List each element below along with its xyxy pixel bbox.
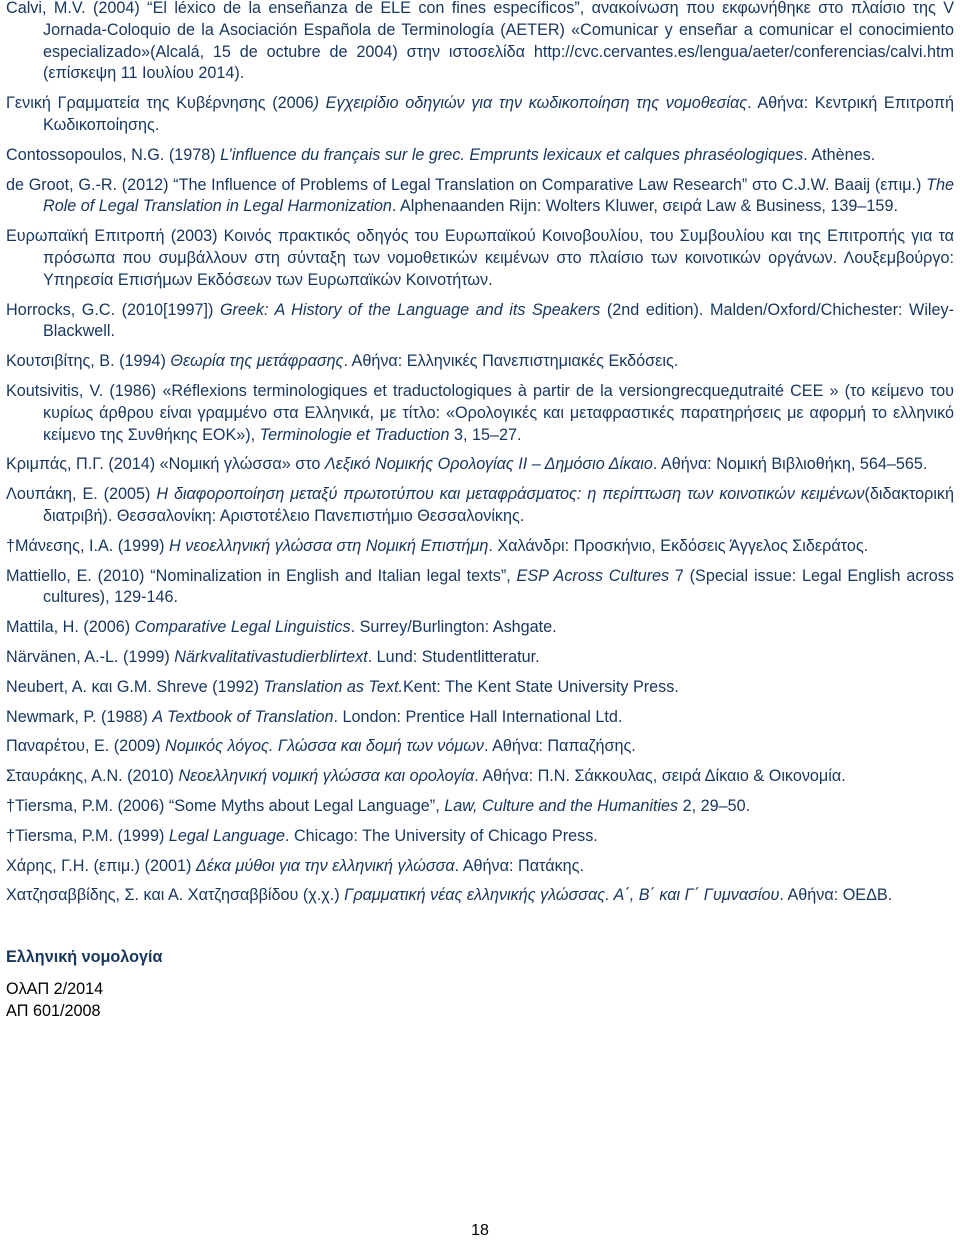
case-law-list <box>6 979 954 1023</box>
reference-entry <box>6 454 954 476</box>
reference-text: 2, 29–50. <box>678 796 751 815</box>
reference-text[interactable]: http://cvc.cervantes.es/lengua/aeter/conferencias/calvi.htm <box>533 42 954 61</box>
reference-entry <box>6 826 954 848</box>
reference-text: . Αθήνα: ΟΕΔΒ. <box>779 886 893 905</box>
case-law-item: ΑΠ 601/2008 <box>6 1001 101 1020</box>
reference-title: Närkvalitativastudierblirtext <box>174 647 368 666</box>
case-law-item: ΟλΑΠ 2/2014 <box>6 979 104 998</box>
reference-text: . Αθήνα: Π.Ν. Σάκκουλας, σειρά Δίκαιο & Οικονομία. <box>474 767 846 786</box>
reference-list <box>6 0 954 907</box>
reference-text: Γενική Γραμματεία της Κυβέρνησης (2006 <box>6 94 314 113</box>
reference-entry <box>6 226 954 291</box>
reference-title: Law, Culture and the Humanities <box>444 796 679 815</box>
reference-text: . Αθήνα: Πατάκης. <box>454 856 584 875</box>
reference-text: Χάρης, Γ.Η. (επιμ.) (2001) <box>6 856 196 875</box>
reference-text: . Lund: Studentlitteratur. <box>367 647 540 666</box>
reference-title: Comparative Legal Linguistics <box>134 618 351 637</box>
reference-text: Koutsivitis, V. (1986) «Réflexions terminologiques et traductologiques à partir de la versiongrecqueдutraité CEE » (το κείμενο του κυρίως άρθρου είναι γραμμένο στα Ελληνικά, με τίτλο: «Ορολογικές και μεταφραστικές παρατηρήσεις με αφορμή το ελληνικό κείμενο της Συνθήκης ΕΟΚ»), <box>6 381 954 444</box>
reference-entry <box>6 145 954 167</box>
reference-text: Παναρέτου, Ε. (2009) <box>6 737 166 756</box>
reference-title: Translation as Text. <box>263 677 403 696</box>
reference-title: The Role of Legal Translation in Legal Harmonization <box>43 175 954 216</box>
reference-title: Greek: A History of the Language and its Speakers <box>219 300 601 319</box>
reference-text: Ευρωπαϊκή Επιτροπή (2003) Κοινός πρακτικός οδηγός του Ευρωπαϊκού Κοινοβουλίου, του Συμβουλίου και της Επιτροπής για τα πρόσωπα που συμβάλλουν στη σύνταξη των νομοθετικών κειμένων στο πλαίσιο των κοινοτικών οργάνων. Λουξεμβούργο: Υπηρεσία Επισήμων Εκδόσεων των Ευρωπαϊκών Κοινοτήτων. <box>6 227 954 289</box>
reference-entry <box>6 93 954 137</box>
reference-text: . Χαλάνδρι: Προσκήνιο, Εκδόσεις Άγγελος Σιδεράτος. <box>488 536 869 555</box>
reference-entry <box>6 766 954 788</box>
reference-entry <box>6 707 954 729</box>
reference-text: Mattila, H. (2006) <box>6 618 135 637</box>
reference-text: . Chicago: The University of Chicago Press. <box>284 826 598 845</box>
reference-title: Η διαφοροποίηση μεταξύ πρωτοτύπου και μεταφράσματος: η περίπτωση των κοινοτικών κειμένων <box>156 485 865 504</box>
reference-entry <box>6 351 954 373</box>
reference-entry <box>6 856 954 878</box>
reference-text: Calvi, M.V. <box>6 0 94 17</box>
reference-text: . Αθήνα: Κεντρική Επιτροπή Κωδικοποίησης. <box>43 94 954 134</box>
reference-entry <box>6 796 954 818</box>
reference-entry <box>6 677 954 699</box>
reference-text: 3, 15–27. <box>449 425 522 444</box>
reference-text: Kent: The Kent State University Press. <box>402 677 679 696</box>
reference-entry <box>6 617 954 639</box>
reference-entry <box>6 647 954 669</box>
reference-title: Η νεοελληνική γλώσσα στη Νομική Επιστήμη <box>169 536 489 555</box>
reference-entry <box>6 484 954 528</box>
reference-entry <box>6 0 954 85</box>
reference-text: . Surrey/Burlington: Ashgate. <box>350 618 557 637</box>
reference-entry <box>6 885 954 907</box>
reference-text: (επίσκεψη 11 Ιουλίου 2014). <box>43 64 245 83</box>
reference-text: . Αθήνα: Νομική Βιβλιοθήκη, 564–565. <box>652 455 928 474</box>
reference-text: Λουπάκη, Ε. (2005) <box>6 485 157 504</box>
reference-text: Σταυράκης, Α.Ν. (2010) <box>6 767 179 786</box>
reference-text: Neubert, A. και G.M. Shreve (1992) <box>6 677 264 696</box>
reference-text: . London: Prentice Hall International Ltd. <box>333 707 623 726</box>
reference-text: Χατζησαββίδης, Σ. και Α. Χατζησαββίδου (χ.χ.) <box>6 886 345 905</box>
reference-text: (διδακτορική διατριβή). Θεσσαλονίκη: Αριστοτέλειο Πανεπιστήμιο Θεσσαλονίκης. <box>43 485 955 525</box>
reference-text: 7 (Special issue: Legal English across cultures), 129-146. <box>43 566 954 607</box>
reference-title: L’influence du français sur le grec. Emprunts lexicaux et calques phraséologiques <box>220 145 804 164</box>
reference-entry <box>6 566 954 610</box>
reference-text: Contossopoulos, N.G. (1978) <box>6 145 221 164</box>
reference-title: Νομικός λόγος. Γλώσσα και δομή των νόμων <box>165 737 484 756</box>
reference-title: Θεωρία της μετάφρασης <box>170 352 344 371</box>
reference-text: (2004) “El léxico de la enseñanza de ELE con fines específicos”, ανακοίνωση που εκφωνήθηκε στο πλαίσιο της V Jornada-Coloquio de la Asociación Española de Terminología (AETER) «Comunicar y enseñar a comunicar el conocimiento especializado»(Alcalá, 15 de octubre de 2004) στην ιστοσελίδα <box>43 0 954 61</box>
reference-title: Δέκα μύθοι για την ελληνική γλώσσα <box>195 856 455 875</box>
reference-entry <box>6 536 954 558</box>
reference-title: Legal Language <box>168 826 285 845</box>
section-title: Ελληνική νομολογία <box>6 948 163 967</box>
reference-text: . Αθήνα: Παπαζήσης. <box>483 737 636 756</box>
reference-entry <box>6 736 954 758</box>
reference-title: ) Εγχειρίδιο οδηγιών για την κωδικοποίηση της νομοθεσίας <box>313 94 748 113</box>
reference-text: Närvänen, A.-L. (1999) <box>6 647 175 666</box>
reference-text: †Tiersma, P.M. (1999) <box>6 826 169 845</box>
reference-title: ESP Across Cultures <box>516 566 670 585</box>
reference-text: . Αθήνα: Ελληνικές Πανεπιστημιακές Εκδόσεις. <box>343 352 679 371</box>
reference-title: Λεξικό Νομικής Ορολογίας ΙΙ – Δημόσιο Δίκαιο <box>324 455 653 474</box>
reference-title: Terminologie et Traduction <box>259 425 450 444</box>
reference-title: Νεοελληνική νομική γλώσσα και ορολογία <box>178 767 475 786</box>
reference-entry <box>6 381 954 446</box>
reference-text: de Groot, G.-R. (2012) “The Influence of Problems of Legal Translation on Comparative Law Research” στο C.J.W. Baaij (επιμ.) <box>6 175 927 194</box>
page-number: 18 <box>471 1222 489 1239</box>
reference-text: (2nd edition). Malden/Oxford/Chichester: Wiley-Blackwell. <box>43 300 954 341</box>
reference-title: A Textbook of Translation <box>152 707 334 726</box>
reference-text: Κριμπάς, Π.Γ. (2014) «Νομική γλώσσα» στο <box>6 455 325 474</box>
reference-text: . Athènes. <box>803 145 876 164</box>
reference-text: Horrocks, G.C. (2010[1997]) <box>6 300 220 319</box>
reference-text: †Tiersma, P.M. (2006) “Some Myths about Legal Language”, <box>6 796 445 815</box>
reference-text: Mattiello, E. (2010) “Nominalization in English and Italian legal texts”, <box>6 566 517 585</box>
reference-text: . Alphenaanden Rijn: Wolters Kluwer, σειρά Law & Business, 139–159. <box>391 197 898 216</box>
document-page <box>6 0 954 1022</box>
reference-text: Newmark, P. (1988) <box>6 707 153 726</box>
reference-text: Κουτσιβίτης, Β. (1994) <box>6 352 171 371</box>
reference-text: †Μάνεσης, Ι.Α. (1999) <box>6 536 170 555</box>
reference-title: Γραμματική νέας ελληνικής γλώσσας. Α΄, Β΄ και Γ΄ Γυμνασίου <box>344 886 780 905</box>
reference-entry <box>6 300 954 344</box>
reference-entry <box>6 175 954 219</box>
